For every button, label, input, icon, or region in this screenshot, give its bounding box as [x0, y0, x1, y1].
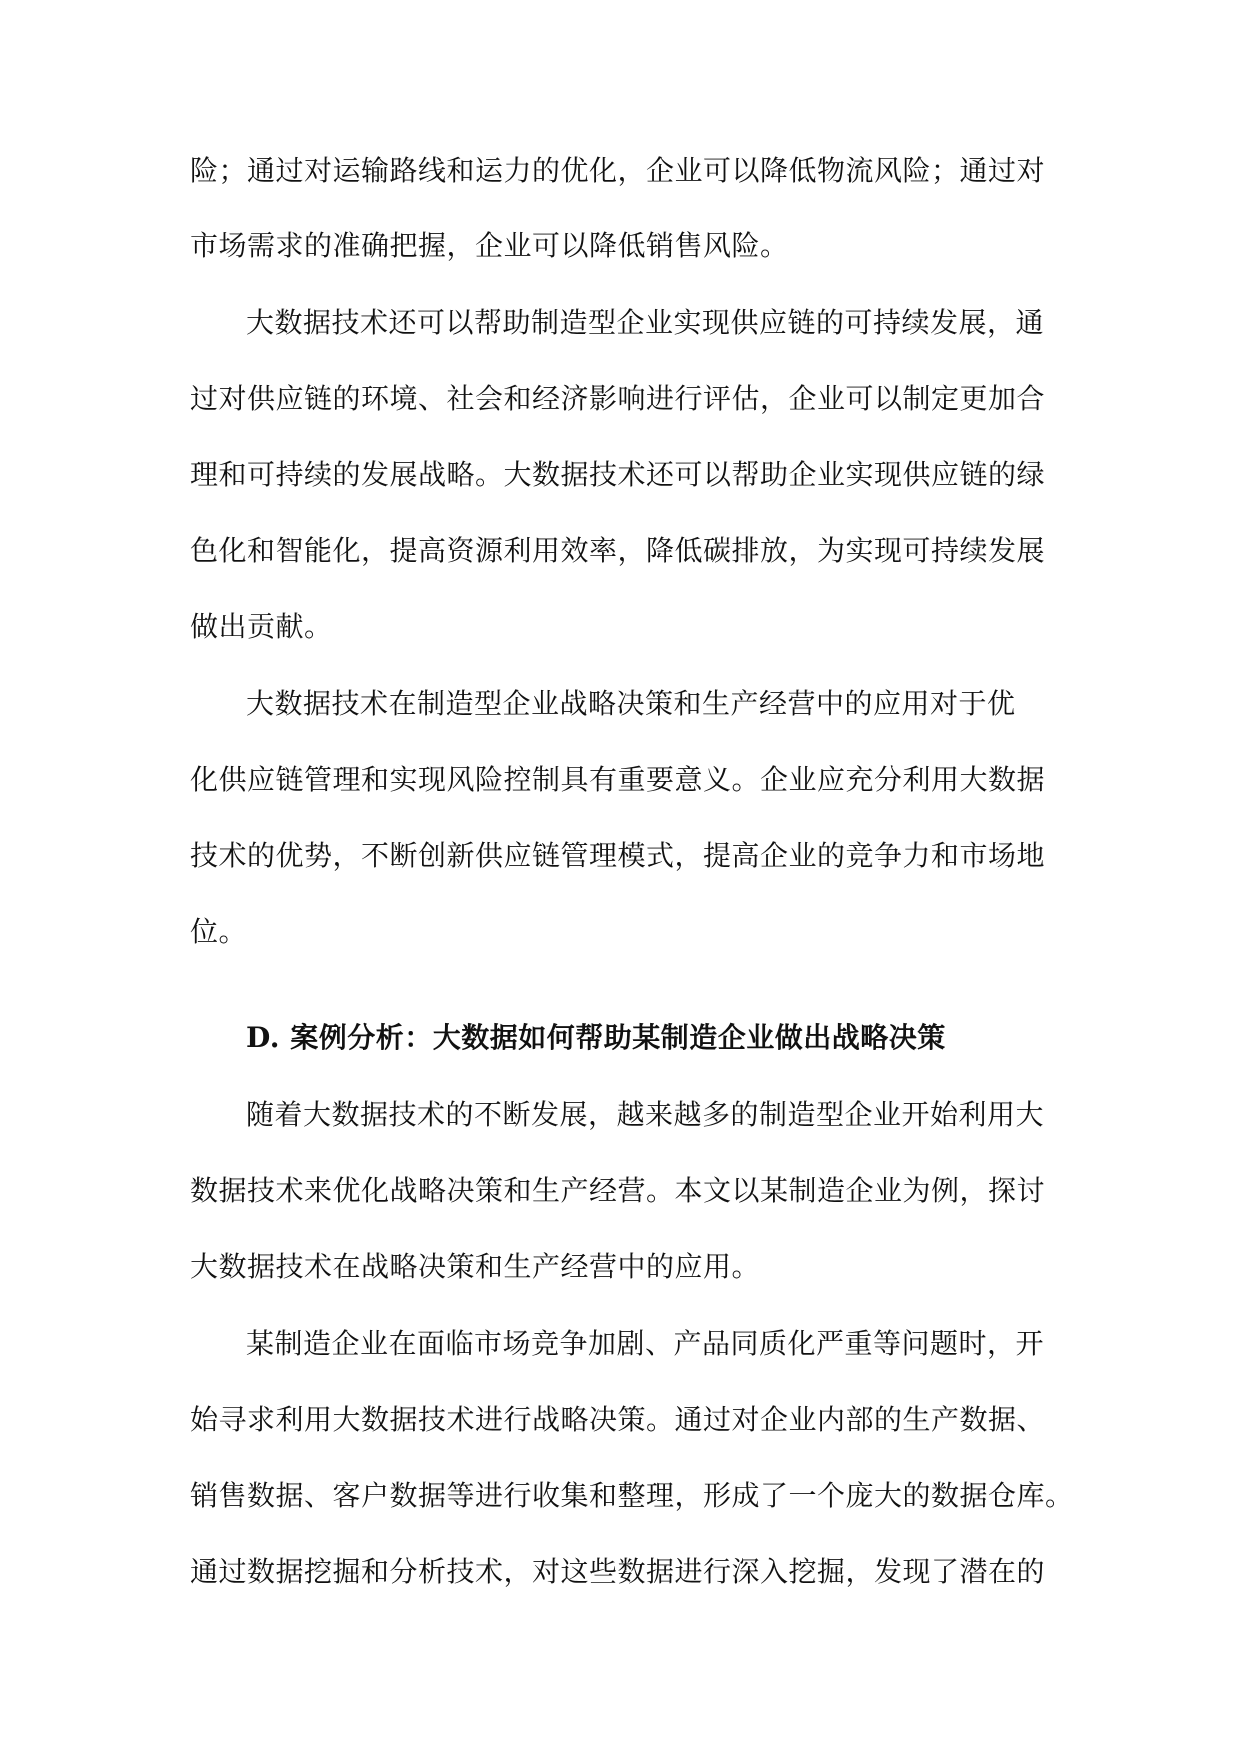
text-line: 销售数据、客户数据等进行收集和整理，形成了一个庞大的数据仓库。: [190, 1479, 1074, 1512]
text-line: 位。: [190, 915, 248, 948]
text-line: 理和可持续的发展战略。大数据技术还可以帮助企业实现供应链的绿: [190, 458, 1046, 491]
text-line: 大数据技术在战略决策和生产经营中的应用。: [190, 1250, 761, 1283]
text-line: 始寻求利用大数据技术进行战略决策。通过对企业内部的生产数据、: [190, 1403, 1046, 1436]
paragraph-start-line: 随着大数据技术的不断发展，越来越多的制造型企业开始利用大: [246, 1098, 1045, 1131]
section-heading: D. 案例分析：大数据如何帮助某制造企业做出战略决策: [246, 1021, 946, 1054]
text-line: 市场需求的准确把握，企业可以降低销售风险。: [190, 229, 789, 262]
text-line: 做出贡献。: [190, 610, 333, 643]
text-line: 数据技术来优化战略决策和生产经营。本文以某制造企业为例，探讨: [190, 1174, 1046, 1207]
paragraph-start-line: 某制造企业在面临市场竞争加剧、产品同质化严重等问题时，开: [246, 1327, 1045, 1360]
paragraph-start-line: 大数据技术还可以帮助制造型企业实现供应链的可持续发展，通: [246, 306, 1045, 339]
text-line: 色化和智能化，提高资源利用效率，降低碳排放，为实现可持续发展: [190, 534, 1046, 567]
paragraph-start-line: 大数据技术在制造型企业战略决策和生产经营中的应用对于优: [246, 687, 1016, 720]
text-line: 通过数据挖掘和分析技术，对这些数据进行深入挖掘，发现了潜在的: [190, 1555, 1046, 1588]
text-line: 技术的优势，不断创新供应链管理模式，提高企业的竞争力和市场地: [190, 839, 1046, 872]
text-line: 化供应链管理和实现风险控制具有重要意义。企业应充分利用大数据: [190, 763, 1046, 796]
text-line: 过对供应链的环境、社会和经济影响进行评估，企业可以制定更加合: [190, 382, 1046, 415]
text-line: 险；通过对运输路线和运力的优化，企业可以降低物流风险；通过对: [190, 154, 1046, 187]
